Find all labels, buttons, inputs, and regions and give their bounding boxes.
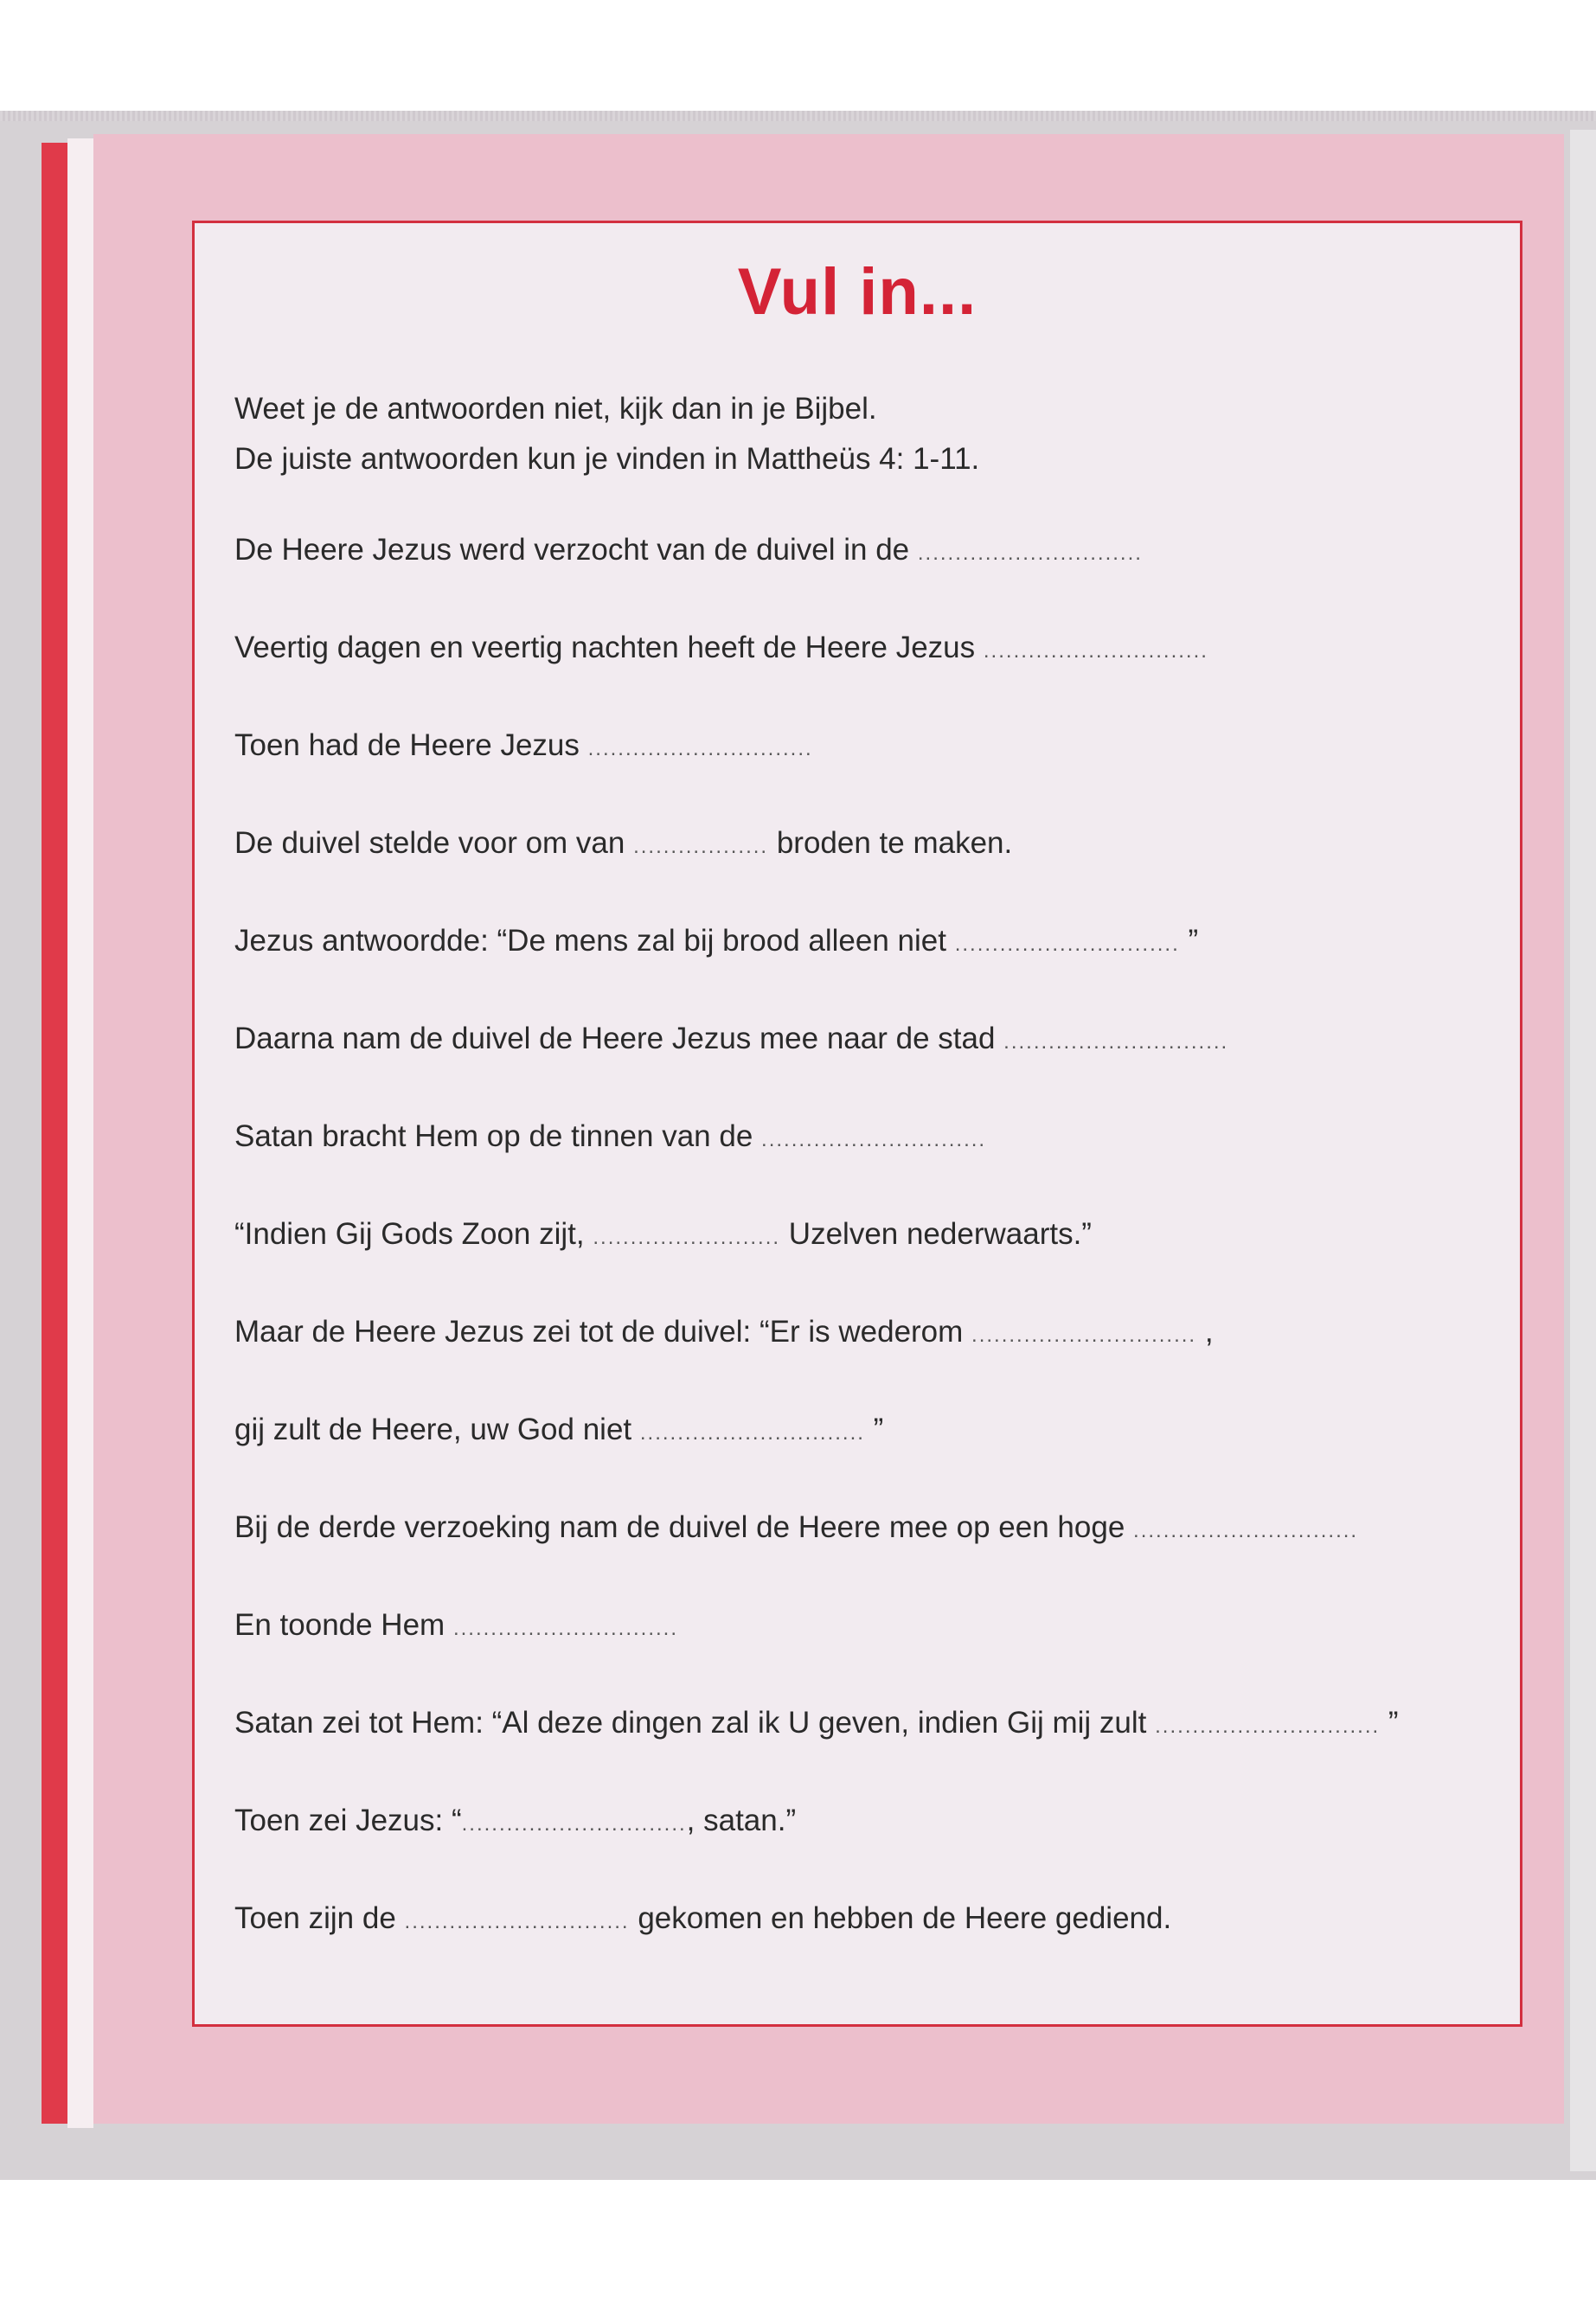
answer-blank[interactable]: ......................... — [593, 1226, 781, 1249]
question-text-after: ” — [873, 1413, 884, 1446]
instructions — [234, 384, 979, 484]
question-15 — [234, 1901, 1171, 1936]
page-stack-white-edge — [67, 138, 93, 2128]
question-text: De Heere Jezus werd verzocht van de duivel in de — [234, 533, 910, 567]
question-text-after: , satan.” — [686, 1804, 797, 1837]
answer-blank[interactable]: .................. — [633, 835, 769, 858]
question-text: En toonde Hem — [234, 1608, 445, 1642]
question-text: Satan zei tot Hem: “Al deze dingen zal ik U geven, indien Gij mij zult — [234, 1706, 1147, 1740]
answer-blank[interactable]: .............................. — [587, 737, 813, 760]
question-10 — [234, 1413, 883, 1447]
question-text: Satan bracht Hem op de tinnen van de — [234, 1119, 753, 1153]
instruction-line-1: Weet je de antwoorden niet, kijk dan in je Bijbel. — [234, 392, 877, 426]
question-text: Maar de Heere Jezus zei tot de duivel: “Er is wederom — [234, 1315, 964, 1349]
answer-blank[interactable]: .............................. — [1003, 1030, 1229, 1054]
answer-blank[interactable]: .............................. — [639, 1421, 865, 1445]
instruction-line-2: De juiste antwoorden kun je vinden in Mattheüs 4: 1-11. — [234, 442, 980, 476]
question-9 — [234, 1315, 1214, 1349]
question-text-after: gekomen en hebben de Heere gediend. — [638, 1901, 1172, 1935]
question-text: Toen zei Jezus: “ — [234, 1804, 462, 1837]
question-text: Toen had de Heere Jezus — [234, 728, 580, 762]
question-text: Bij de derde verzoeking nam de duivel de Heere mee op een hoge — [234, 1510, 1125, 1544]
page-stack-red-edge — [42, 143, 67, 2124]
answer-blank[interactable]: .............................. — [761, 1128, 987, 1151]
answer-blank[interactable]: .............................. — [983, 639, 1208, 663]
question-11 — [234, 1510, 1358, 1545]
question-7 — [234, 1119, 986, 1154]
answer-blank[interactable]: .............................. — [404, 1910, 630, 1933]
answer-blank[interactable]: .............................. — [954, 933, 1180, 956]
answer-blank[interactable]: .............................. — [971, 1324, 1197, 1347]
question-text-after: broden te maken. — [776, 826, 1013, 860]
cover-right-edge — [1570, 130, 1596, 2171]
question-6 — [234, 1022, 1228, 1056]
worksheet-title: Vul in... — [737, 255, 977, 329]
question-text: Jezus antwoordde: “De mens zal bij brood alleen niet — [234, 924, 946, 958]
question-text: “Indien Gij Gods Zoon zijt, — [234, 1217, 585, 1251]
question-2 — [234, 631, 1208, 665]
question-14 — [234, 1804, 796, 1838]
question-text-after: ” — [1388, 1706, 1399, 1740]
question-text: Daarna nam de duivel de Heere Jezus mee naar de stad — [234, 1022, 996, 1055]
answer-blank[interactable]: .............................. — [452, 1617, 678, 1640]
question-13 — [234, 1706, 1399, 1740]
answer-blank[interactable]: .............................. — [1133, 1519, 1359, 1542]
question-text-after: , — [1204, 1315, 1214, 1349]
answer-blank[interactable]: .............................. — [461, 1812, 687, 1836]
question-text: De duivel stelde voor om van — [234, 826, 625, 860]
question-4 — [234, 826, 1012, 861]
question-8 — [234, 1217, 1092, 1252]
question-text-after: Uzelven nederwaarts.” — [788, 1217, 1092, 1251]
answer-blank[interactable]: .............................. — [1155, 1715, 1381, 1738]
answer-blank[interactable]: .............................. — [917, 542, 1143, 565]
question-text-after: ” — [1188, 924, 1199, 958]
question-text: Veertig dagen en veertig nachten heeft de Heere Jezus — [234, 631, 976, 664]
question-12 — [234, 1608, 678, 1643]
question-text: gij zult de Heere, uw God niet — [234, 1413, 632, 1446]
question-text: Toen zijn de — [234, 1901, 396, 1935]
question-1 — [234, 533, 1143, 567]
question-5 — [234, 924, 1198, 958]
question-3 — [234, 728, 813, 763]
worksheet-panel — [192, 221, 1522, 2027]
